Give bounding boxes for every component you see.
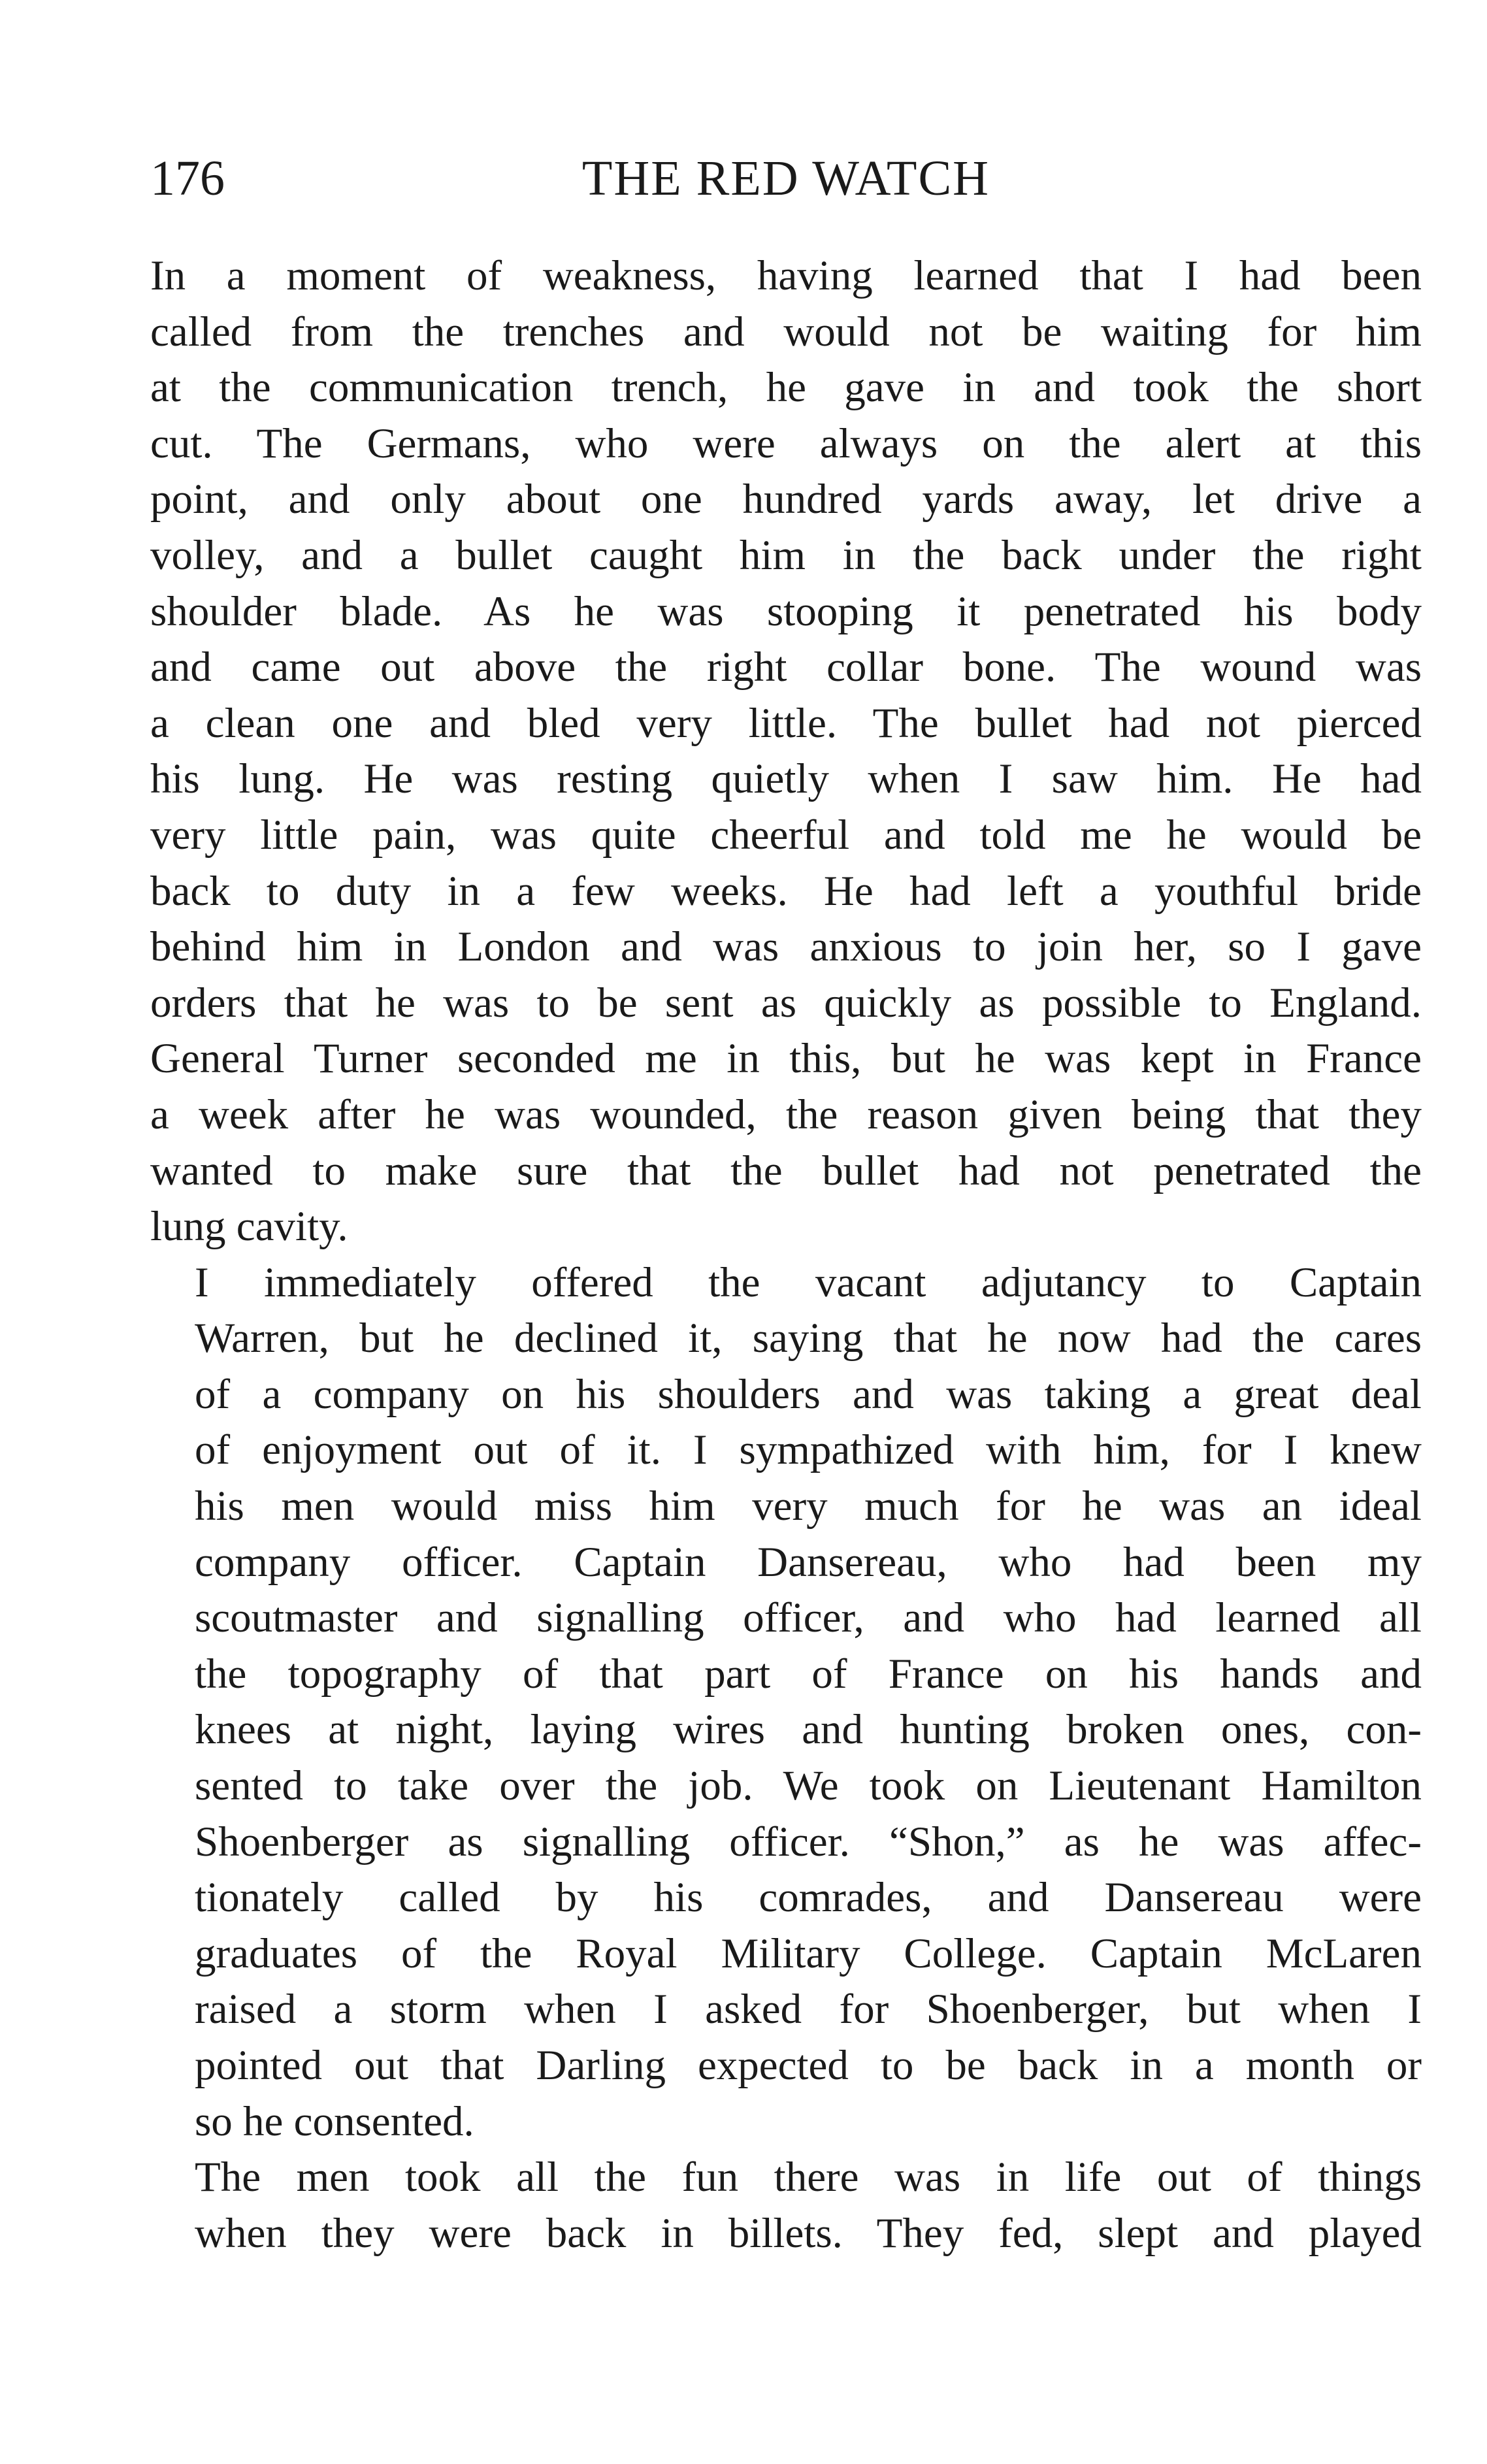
text-line: point, and only about one hundred yards away, let drive a: [150, 476, 1422, 523]
page-number: 176: [150, 151, 225, 206]
text-line: a week after he was wounded, the reason given being that they: [150, 1091, 1422, 1138]
text-line: of a company on his shoulders and was taking a great deal: [195, 1370, 1422, 1418]
text-line: company officer. Captain Dansereau, who had been my: [195, 1538, 1422, 1586]
text-line: I immediately offered the vacant adjutancy to Captain: [195, 1258, 1422, 1306]
paragraph: [150, 1255, 1422, 2150]
text-line: of enjoyment out of it. I sympathized with him, for I knew: [195, 1426, 1422, 1474]
text-line: wanted to make sure that the bullet had not penetrated the: [150, 1147, 1422, 1194]
text-line: Warren, but he declined it, saying that he now had the cares: [195, 1315, 1422, 1362]
text-line: a clean one and bled very little. The bullet had not pierced: [150, 699, 1422, 747]
page-body: [150, 248, 1422, 2261]
text-line: sented to take over the job. We took on Lieutenant Hamilton: [195, 1762, 1422, 1810]
text-line: very little pain, was quite cheerful and told me he would be: [150, 811, 1422, 859]
text-line: volley, and a bullet caught him in the back under the right: [150, 531, 1422, 579]
paragraph: [150, 2150, 1422, 2261]
text-line: knees at night, laying wires and hunting broken ones, con-: [195, 1706, 1422, 1754]
text-line: orders that he was to be sent as quickly as possible to England.: [150, 979, 1422, 1027]
text-line: Shoenberger as signalling officer. “Shon,” as he was affec-: [195, 1818, 1422, 1865]
text-line: pointed out that Darling expected to be back in a month or: [195, 2042, 1422, 2089]
text-line: so he consented.: [195, 2097, 474, 2145]
text-line: tionately called by his comrades, and Dansereau were: [195, 1874, 1422, 1922]
text-line: The men took all the fun there was in life out of things: [195, 2154, 1422, 2201]
text-line: called from the trenches and would not be waiting for him: [150, 308, 1422, 355]
text-line: shoulder blade. As he was stooping it penetrated his body: [150, 587, 1422, 635]
text-line: back to duty in a few weeks. He had left a youthful bride: [150, 867, 1422, 915]
text-line: the topography of that part of France on his hands and: [195, 1650, 1422, 1698]
text-line: cut. The Germans, who were always on the alert at this: [150, 419, 1422, 467]
paragraph: [150, 248, 1422, 1255]
text-line: General Turner seconded me in this, but he was kept in France: [150, 1035, 1422, 1083]
text-line: raised a storm when I asked for Shoenberger, but when I: [195, 1986, 1422, 2033]
text-line: lung cavity.: [150, 1203, 348, 1251]
text-line: In a moment of weakness, having learned that I had been: [150, 252, 1422, 299]
running-title: THE RED WATCH: [581, 151, 990, 206]
text-line: his men would miss him very much for he was an ideal: [195, 1483, 1422, 1530]
text-line: graduates of the Royal Military College. Captain McLaren: [195, 1930, 1422, 1977]
text-line: his lung. He was resting quietly when I saw him. He had: [150, 755, 1422, 803]
page-header: [150, 142, 1422, 214]
text-line: at the communication trench, he gave in and took the short: [150, 364, 1422, 412]
text-line: when they were back in billets. They fed, slept and played: [195, 2209, 1422, 2257]
text-line: scoutmaster and signalling officer, and who had learned all: [195, 1594, 1422, 1642]
text-line: behind him in London and was anxious to join her, so I gave: [150, 923, 1422, 971]
text-line: and came out above the right collar bone. The wound was: [150, 644, 1422, 691]
